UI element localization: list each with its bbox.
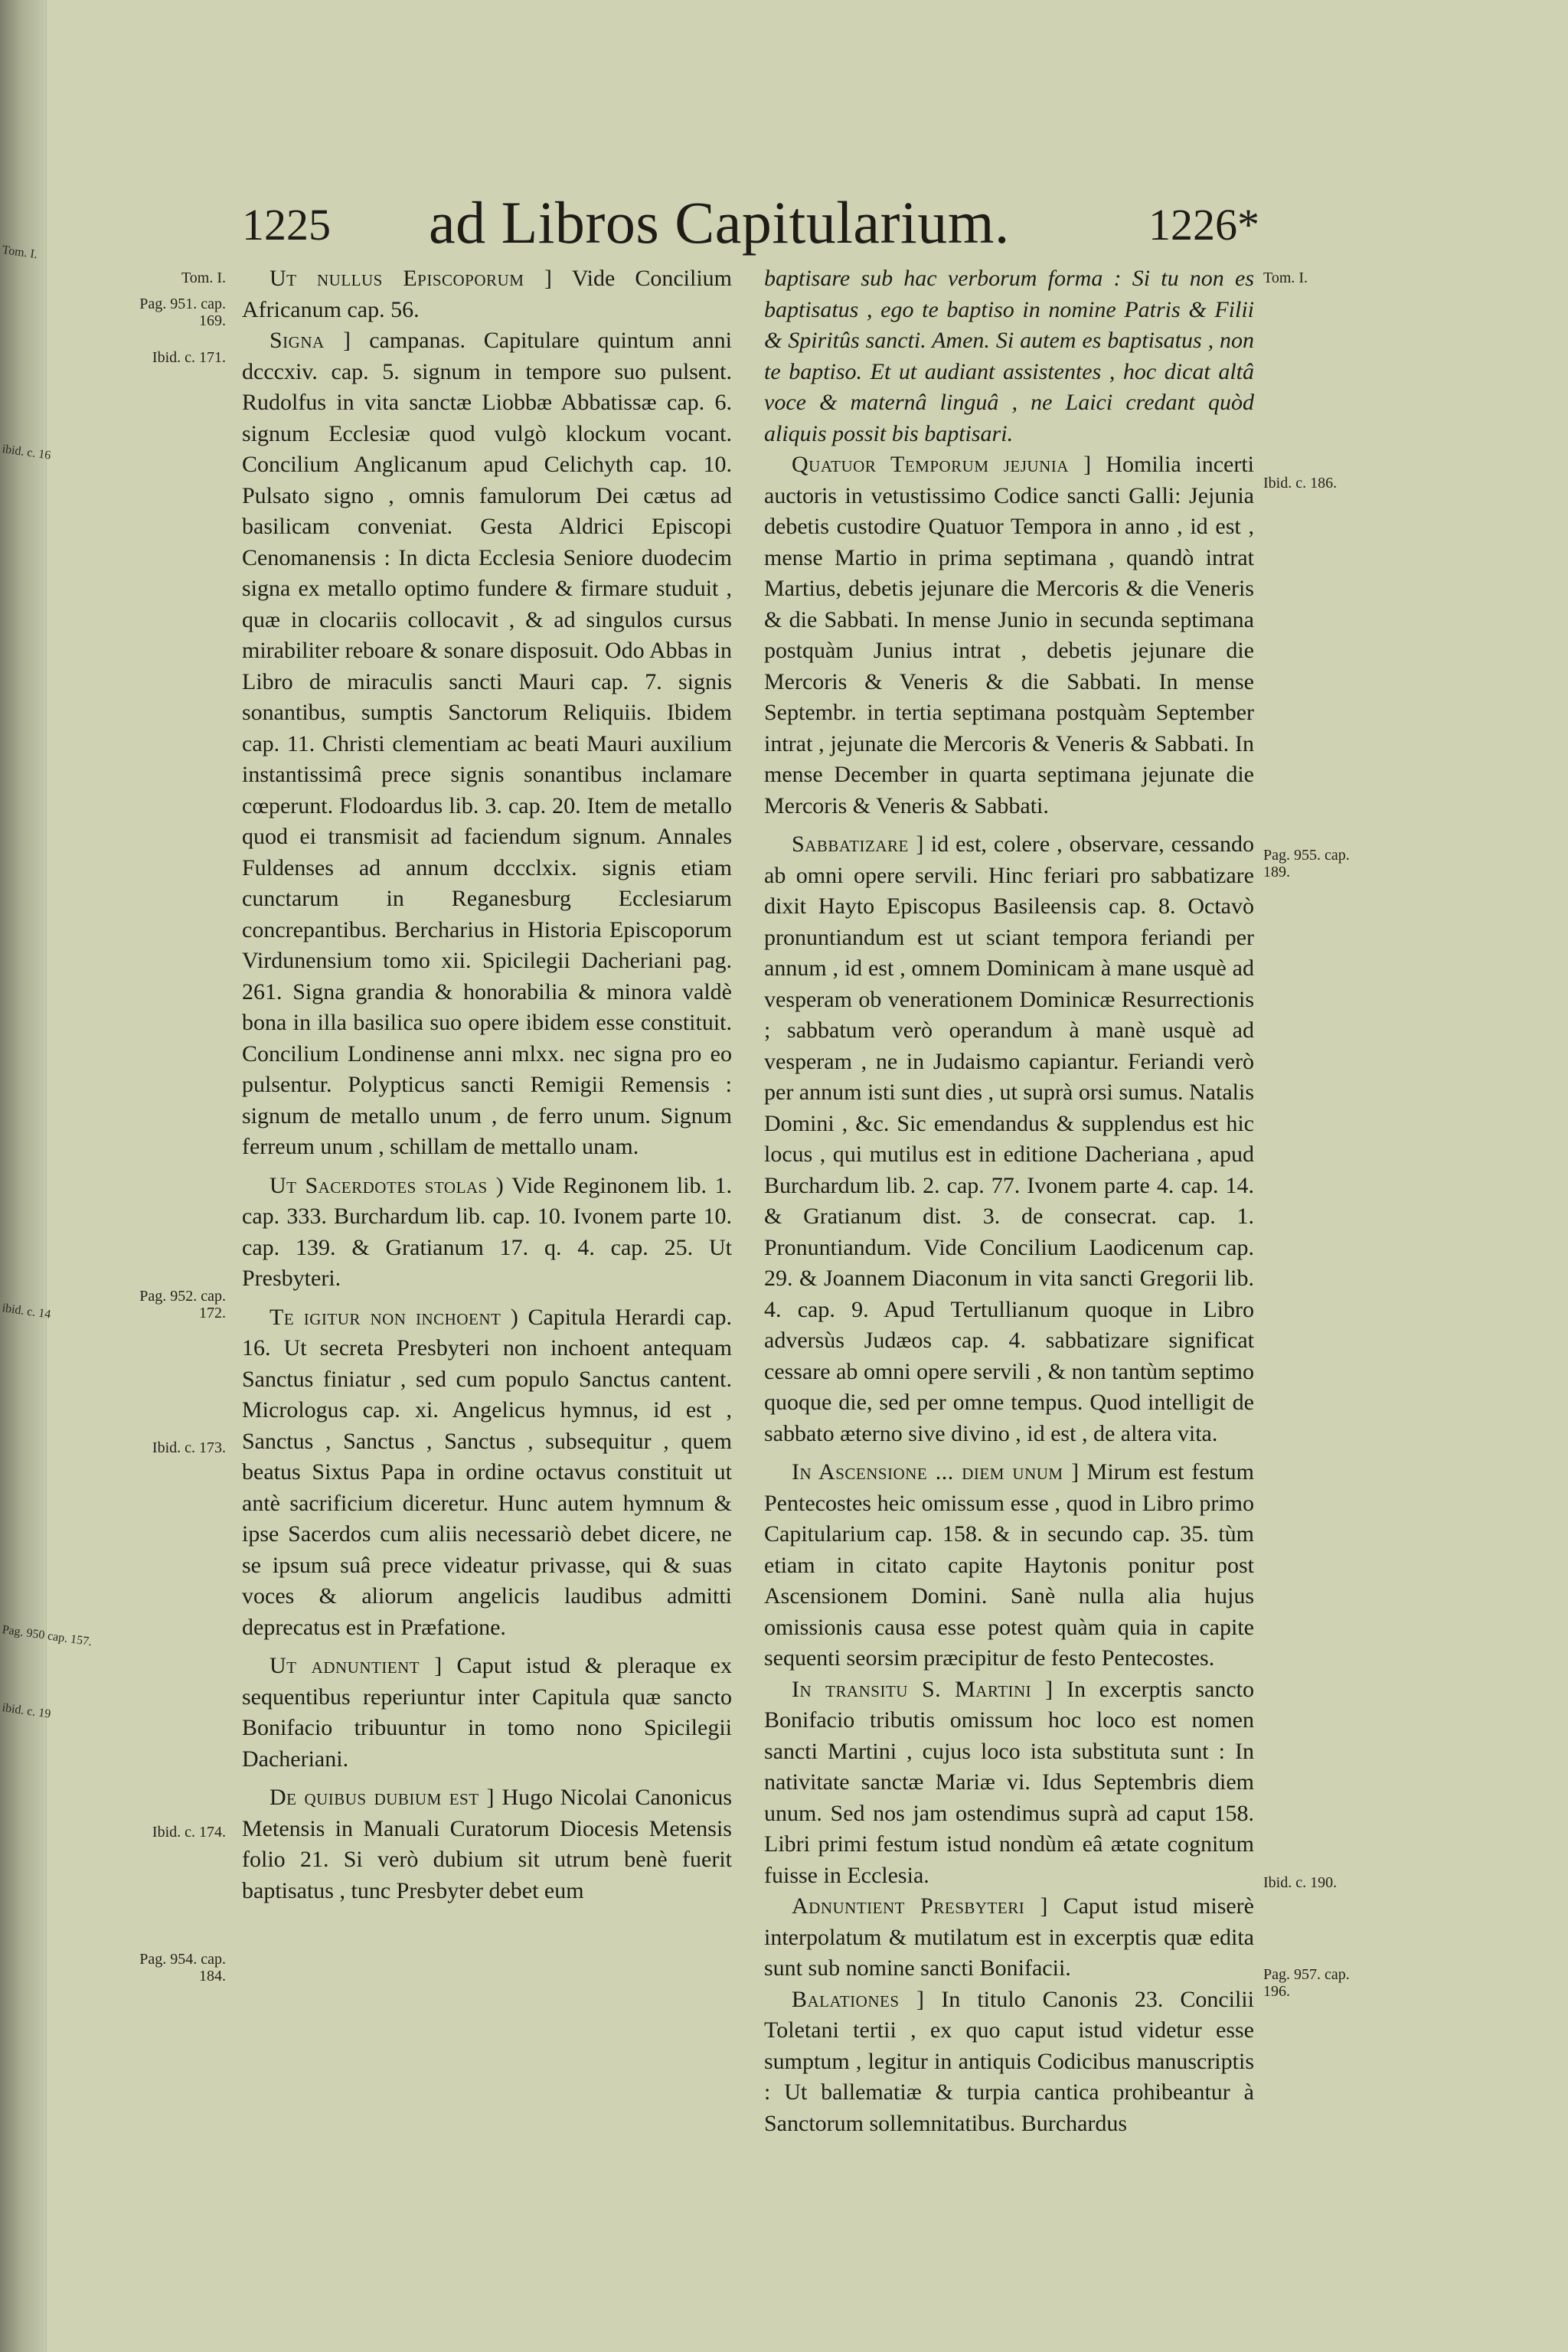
entry-paragraph xyxy=(242,1171,732,1295)
entry-paragraph xyxy=(764,1674,1254,1892)
gutter-note: Pag. 950 cap. 157. xyxy=(1,1623,93,1649)
entry-paragraph xyxy=(764,449,1254,822)
page-number-left: 1225 xyxy=(242,200,331,250)
entry-lemma: Ut adnuntient ] xyxy=(270,1653,443,1678)
entry-paragraph xyxy=(242,1302,732,1644)
entry-text: baptisare sub hac verborum forma : Si tu non es baptisatus , ego te baptiso in nomine Patris & Filii & Spiritûs sancti. Amen. Si autem es baptisatus , non te baptiso. Et ut audiant assistentes , hoc dicat altâ voce & maternâ linguâ , ne Laici credant quòd aliquis possit bis baptisari. xyxy=(764,266,1254,446)
margin-note: Tom. I. xyxy=(1263,270,1308,286)
margin-note: Pag. 955. cap. 189. xyxy=(1263,847,1350,880)
margin-note: Pag. 957. cap. 196. xyxy=(1263,1966,1350,2000)
entry-text: In excerptis sancto Bonifacio tributis omissum hoc loco est nomen sancti Martini , cujus loco ista substituta sunt : In nativitate sanctæ Mariæ vi. Idus Septembris diem unum. Sed nos jam ostendimus suprà ad caput 158. Libri primi festum istud nondùm eâ ætate cognitum fuisse in Ecclesia. xyxy=(764,1676,1254,1888)
gutter-note: ibid. c. 14 xyxy=(1,1302,52,1321)
margin-note: Ibid. c. 190. xyxy=(1263,1874,1338,1891)
entry-text: Vide Concilium Africanum cap. 56. xyxy=(242,266,732,322)
gutter-note: Tom. I. xyxy=(1,243,38,262)
page-title: ad Libros Capitularium. xyxy=(429,189,1010,256)
entry-text: campanas. Capitulare quintum anni dcccxiv. cap. 5. signum in tempore suo pulsent. Rudolfus in vita sanctæ Liobbæ Abbatissæ cap. 6. signum Ecclesiæ quod vulgò klockum vocant. Concilium Anglicanum apud Celichyth cap. 10. Pulsato signo , omnis famulorum Dei cætus ad basilicam conveniat. Gesta Aldrici Episcopi Cenomanensis : In dicta Ecclesia Seniore duodecim signa ex metallo optimo fundere & firmare studuit , quæ in clocariis collocavit , & ad singulos cursus mirabiliter reboare & sonare disposuit. Odo Abbas in Libro de miraculis sancti Mauri cap. 7. signis sonantibus, sumptis Sanctorum Reliquiis. Ibidem cap. 11. Christi clementiam ac beati Mauri auxilium instantissimâ prece signis sonantibus inclamare cœperunt. Flodoardus lib. 3. cap. 20. Item de metallo quod ei transmisit ad faciendum signum. Annales Fuldenses ad annum dccclxix. signis etiam cunctarum in Reganesburg Ecclesiarum concrepantibus. Bercharius in Historia Episcoporum Virdunensium tomo xii. Spicilegii Dacheriani pag. 261. Signa grandia & honorabilia & minora valdè bona in illa basilica suo opere ibidem esse constituit. Concilium Londinense anni mlxx. nec signa pro eo pulsentur. Polypticus sancti Remigii Remensis : signum de metallo unum , de ferro unum. Signum ferreum unum , schillam de mettallo unam. xyxy=(242,328,732,1159)
entry-lemma: Adnuntient Presbyteri ] xyxy=(792,1893,1048,1919)
entry-text: Vide Reginonem lib. 1. cap. 333. Burchardum lib. cap. 10. Ivonem parte 10. cap. 139. & Gratianum 17. q. 4. cap. 25. Ut Presbyteri. xyxy=(242,1172,733,1291)
entry-lemma: Ut nullus Episcoporum ] xyxy=(270,266,553,291)
margin-note: Ibid. c. 173. xyxy=(152,1439,226,1456)
margin-note: Ibid. c. 186. xyxy=(1263,475,1338,492)
text-column-right xyxy=(764,263,1254,2139)
entry-paragraph xyxy=(764,1984,1254,2140)
running-header xyxy=(237,188,1309,257)
page-number-right: 1226* xyxy=(1148,200,1259,250)
entry-text: Caput istud miserè interpolatum & mutilatum est in excerptis quæ edita sunt sub nomine sancti Bonifacii. xyxy=(764,1893,1254,1981)
margin-note: Pag. 952. cap. 172. xyxy=(139,1288,226,1321)
margin-note: Tom. I. xyxy=(181,270,226,286)
entry-text: Caput istud & pleraque ex sequentibus reperiuntur inter Capitula quæ sancto Bonifacio tribuuntur in tomo nono Spicilegii Dacheriani. xyxy=(242,1653,733,1772)
margin-note: Pag. 954. cap. 184. xyxy=(139,1951,226,1984)
entry-paragraph-continued xyxy=(764,263,1254,449)
margin-note: Ibid. c. 171. xyxy=(152,349,226,366)
entry-text: Homilia incerti auctoris in vetustissimo Codice sancti Galli: Jejunia debetis custodire Quatuor Tempora in anno , id est , mense Martio in prima septimana , quandò intrat Martius, debetis jejunare die Mercoris & die Veneris & die Sabbati. In mense Junio in secunda septimana postquàm Junius intrat , debetis jejunare die Mercoris & Veneris & die Sabbati. In mense Septembr. in tertia septimana postquàm September intrat , jejunate die Mercoris & Veneris & Sabbati. In mense December in quarta septimana jejunate die Mercoris & Veneris & Sabbati. xyxy=(764,452,1254,818)
entry-paragraph xyxy=(242,263,732,325)
gutter-note: ibid. c. 19 xyxy=(1,1701,52,1721)
entry-lemma: Quatuor Temporum jejunia ] xyxy=(792,452,1092,477)
entry-lemma: In transitu S. Martini ] xyxy=(792,1676,1054,1702)
entry-paragraph xyxy=(242,1651,732,1775)
entry-lemma: Te igitur non inchoent ) xyxy=(270,1304,519,1330)
entry-text: In titulo Canonis 23. Concilii Toletani tertii , ex quo caput istud videtur esse sumptum , legitur in antiquis Codicibus manuscriptis : Ut ballematiæ & turpia cantica prohibeantur à Sanctorum sollemnitatibus. Burchardus xyxy=(764,1986,1254,2136)
gutter-note: ibid. c. 16 xyxy=(1,443,52,462)
entry-paragraph xyxy=(764,829,1254,1449)
entry-paragraph xyxy=(242,325,732,1163)
text-column-left xyxy=(242,263,732,1906)
entry-text: Capitula Herardi cap. 16. Ut secreta Presbyteri non inchoent antequam Sanctus finiatur , sed cum populo Sanctus cantent. Micrologus cap. xi. Angelicus hymnus, id est , Sanctus , Sanctus , Sanctus , subsequitur , quem beatus Sixtus Papa in ordine octavus constituit ut antè sacrificium diceretur. Hunc autem hymnum & ipse Sacerdos cum aliis necessariò debet dicere, ne se ipsum suâ prece videatur privasse, qui & suas voces & aliorum angelicis laudibus admitti deprecatus est in Præfatione. xyxy=(242,1304,733,1640)
entry-text: Hugo Nicolai Canonicus Metensis in Manuali Curatorum Diocesis Metensis folio 21. Si verò dubium sit utrum benè fuerit baptisatus , tunc Presbyter debet eum xyxy=(242,1785,732,1903)
entry-paragraph xyxy=(242,1782,732,1906)
margin-note: Pag. 951. cap. 169. xyxy=(139,296,226,329)
entry-lemma: In Ascensione ... diem unum ] xyxy=(792,1459,1080,1485)
entry-paragraph xyxy=(764,1457,1254,1674)
entry-text: Mirum est festum Pentecostes heic omissum esse , quod in Libro primo Capitularium cap. 158. & in secundo cap. 35. tùm etiam in citato capite Haytonis ponitur post Ascensionem Domini. Sanè nulla alia hujus omissionis causa esse potest quàm quia in capite sequenti seorsim præcipitur de festo Pentecostes. xyxy=(764,1459,1255,1671)
binding-gutter xyxy=(0,0,93,2352)
entry-paragraph xyxy=(764,1891,1254,1984)
margin-note: Ibid. c. 174. xyxy=(152,1824,226,1841)
entry-lemma: Sabbatizare ] xyxy=(792,831,924,857)
entry-lemma: De quibus dubium est ] xyxy=(270,1785,495,1810)
entry-lemma: Balationes ] xyxy=(792,1986,925,2012)
entry-lemma: Signa ] xyxy=(270,328,351,353)
entry-lemma: Ut Sacerdotes stolas ) xyxy=(270,1172,505,1198)
entry-text: id est, colere , observare, cessando ab omni opere servili. Hinc feriari pro sabbatizare dixit Hayto Episcopus Basileensis cap. 8. Octavò pronuntiandum est ut sciant tempora feriandi per annum , id est , omnem Dominicam à mane usquè ad vesperam ob venerationem Dominicæ Resurrectionis ; sabbatum verò operandum à manè usquè ad vesperam , ne in Judaismo capiantur. Feriandi verò per annum isti sunt dies , ut suprà orsi sumus. Natalis Domini , &c. Sic emendandus & supplendus est hic locus , qui mutilus est in editione Dacheriana , apud Burchardum lib. 2. cap. 77. Ivonem parte 4. cap. 14. & Gratianum dist. 3. de consecrat. cap. 1. Pronuntiandum. Vide Concilium Laodicenum cap. 29. & Joannem Diaconum in vita sancti Gregorii lib. 4. cap. 9. Apud Tertullianum quoque in Libro adversùs Judæos cap. 4. sabbatizare significat cessare ab omni opere servili , & non tantùm septimo quoque die, sed per omne tempus. Quod intelligit de sabbato æterno sive divino , id est , de altera vita. xyxy=(764,831,1254,1446)
